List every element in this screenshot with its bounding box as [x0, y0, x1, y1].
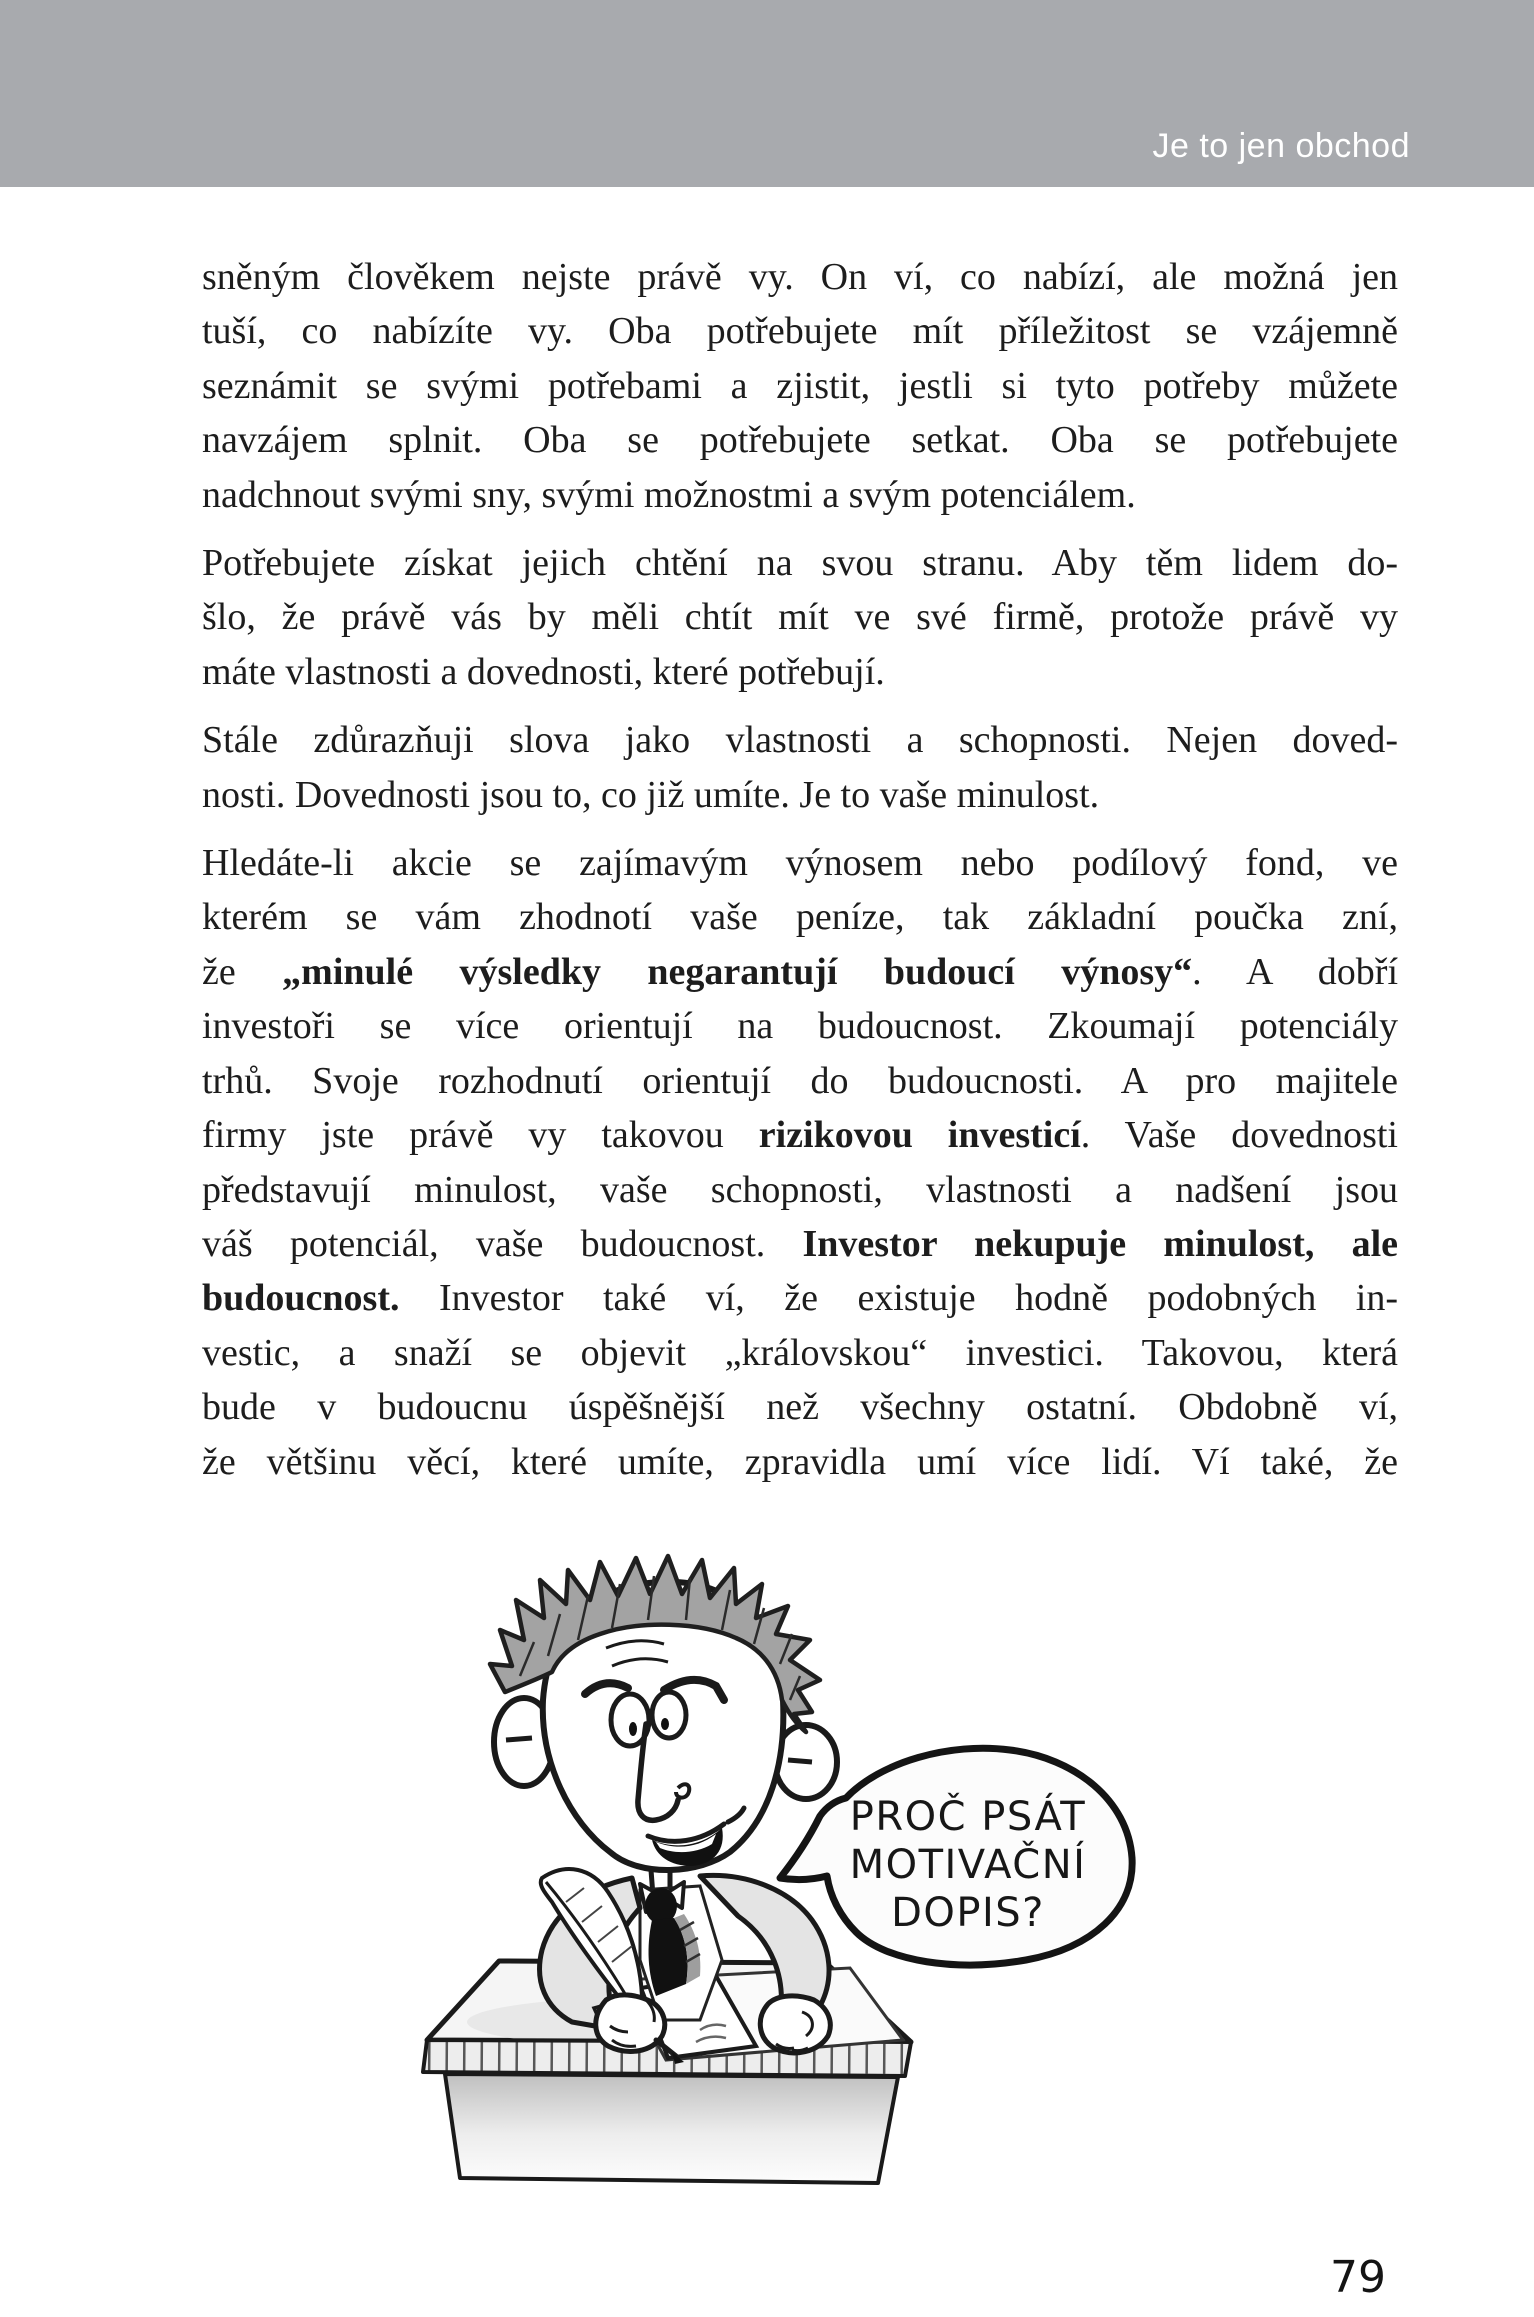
text-line: firmy jste právě vy takovou rizikovou investicí. Vaše dovednosti — [202, 1114, 1398, 1157]
text-line: Stále zdůrazňuji slova jako vlastnosti a schopnosti. Nejen doved- — [202, 719, 1398, 762]
speech-bubble-text-line: MOTIVAČNÍ — [849, 1842, 1087, 1888]
text-line: že „minulé výsledky negarantují budoucí výnosy“. A dobří — [202, 950, 1398, 993]
body-text — [202, 250, 1398, 1503]
text-line: bude v budoucnu úspěšnější než všechny ostatní. Obdobně ví, — [202, 1386, 1398, 1429]
text-line: budoucnost. Investor také ví, že existuje hodně podobných in- — [202, 1277, 1398, 1320]
cartoon-man-writing-illustration — [415, 1548, 1150, 2193]
chapter-title: Je to jen obchod — [1152, 127, 1410, 165]
text-line: že většinu věcí, které umíte, zpravidla umí více lidí. Ví také, že — [202, 1440, 1398, 1483]
text-line: kterém se vám zhodnotí vaše peníze, tak základní poučka zní, — [202, 896, 1398, 939]
text-line: šlo, že právě vás by měli chtít mít ve své firmě, protože právě vy — [202, 596, 1398, 639]
text-line: sněným člověkem nejste právě vy. On ví, co nabízí, ale možná jen — [202, 256, 1398, 298]
text-line: váš potenciál, vaše budoucnost. Investor nekupuje minulost, ale — [202, 1222, 1398, 1265]
text-line: Potřebujete získat jejich chtění na svou stranu. Aby těm lidem do- — [202, 542, 1398, 585]
paragraph — [202, 713, 1398, 822]
text-line: nosti. Dovednosti jsou to, co již umíte. Je to vaše minulost. — [202, 773, 1100, 816]
text-line: máte vlastnosti a dovednosti, které potřebují. — [202, 650, 885, 693]
speech-bubble-text-line: DOPIS? — [891, 1890, 1045, 1936]
page-number: 79 — [1330, 2252, 1386, 2303]
paragraph — [202, 536, 1398, 699]
text-line: nadchnout svými sny, svými možnostmi a svým potenciálem. — [202, 473, 1136, 516]
text-line: představují minulost, vaše schopnosti, vlastnosti a nadšení jsou — [202, 1168, 1398, 1211]
chapter-header-bar — [0, 0, 1534, 187]
text-line: vestic, a snaží se objevit „královskou“ investici. Takovou, která — [202, 1331, 1398, 1374]
paragraph — [202, 836, 1398, 1489]
text-line: seznámit se svými potřebami a zjistit, jestli si tyto potřeby můžete — [202, 364, 1398, 407]
text-line: Hledáte-li akcie se zajímavým výnosem nebo podílový fond, ve — [202, 842, 1398, 885]
text-line: investoři se více orientují na budoucnost. Zkoumají potenciály — [202, 1005, 1398, 1048]
illustration — [415, 1548, 1150, 2193]
paragraph — [202, 250, 1398, 522]
text-line: tuší, co nabízíte vy. Oba potřebujete mít příležitost se vzájemně — [202, 310, 1398, 353]
text-line: navzájem splnit. Oba se potřebujete setkat. Oba se potřebujete — [202, 419, 1398, 462]
text-line: trhů. Svoje rozhodnutí orientují do budoucnosti. A pro majitele — [202, 1059, 1398, 1102]
speech-bubble-text-line: PROČ PSÁT — [849, 1794, 1087, 1840]
